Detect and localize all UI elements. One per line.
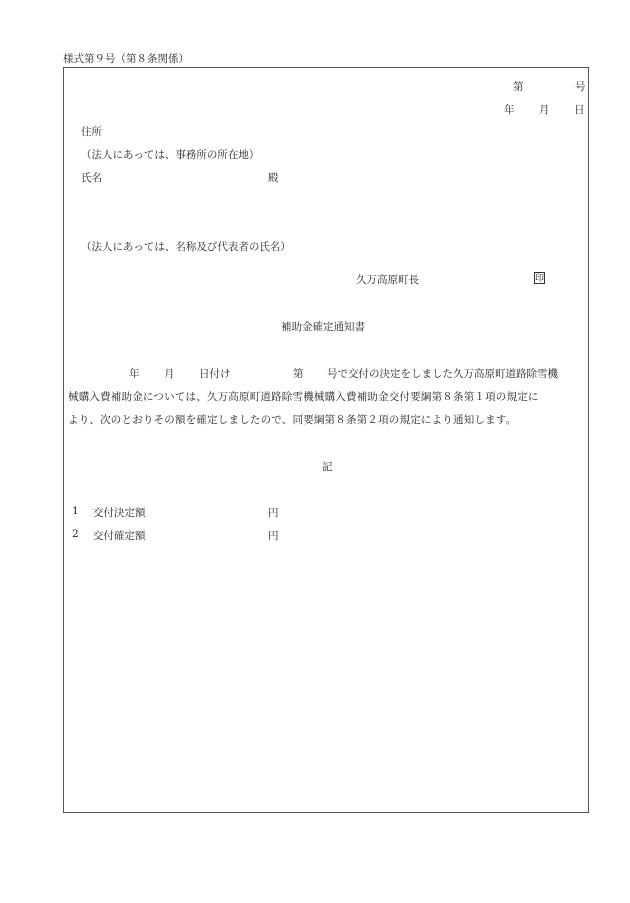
item-1-label: 交付決定額: [93, 507, 146, 519]
date-month: 月: [539, 104, 550, 116]
body-year: 年: [129, 368, 140, 380]
issuer-title: 久万高原町長: [356, 274, 419, 286]
document-title: 補助金確定通知書: [281, 321, 365, 333]
honorific: 殿: [268, 172, 279, 184]
body-date: 日付け: [199, 368, 231, 380]
body-no: 第: [293, 368, 304, 380]
doc-number-prefix: 第: [513, 81, 524, 93]
name-label: 氏名: [81, 172, 102, 184]
body-line-2: 械購入費補助金については、久万高原町道路除雪機械購入費補助金交付要綱第８条第１項の規定に: [68, 391, 539, 403]
item-1-no: 1: [72, 505, 79, 517]
seal-mark: 印: [535, 274, 545, 284]
item-2-label: 交付確定額: [93, 530, 146, 542]
date-year: 年: [504, 104, 515, 116]
name-note: （法人にあっては、名称及び代表者の氏名）: [81, 241, 291, 253]
body-line-1-rest: 号で交付の決定をしました久万高原町道路除雪機: [327, 368, 558, 380]
body-line-3: より、次のとおりその額を確定しましたので、同要綱第８条第２項の規定により通知します。: [68, 414, 517, 426]
date-day: 日: [574, 104, 585, 116]
ki-heading: 記: [322, 461, 333, 473]
form-frame: [63, 67, 589, 813]
item-2-no: 2: [72, 528, 79, 540]
body-month: 月: [164, 368, 175, 380]
address-label: 住所: [81, 126, 102, 138]
doc-number-suffix: 号: [575, 81, 586, 93]
form-number-label: 様式第９号（第８条関係）: [63, 53, 189, 65]
item-1-unit: 円: [268, 507, 279, 519]
item-2-unit: 円: [268, 530, 279, 542]
address-note: （法人にあっては、事務所の所在地）: [81, 149, 260, 161]
